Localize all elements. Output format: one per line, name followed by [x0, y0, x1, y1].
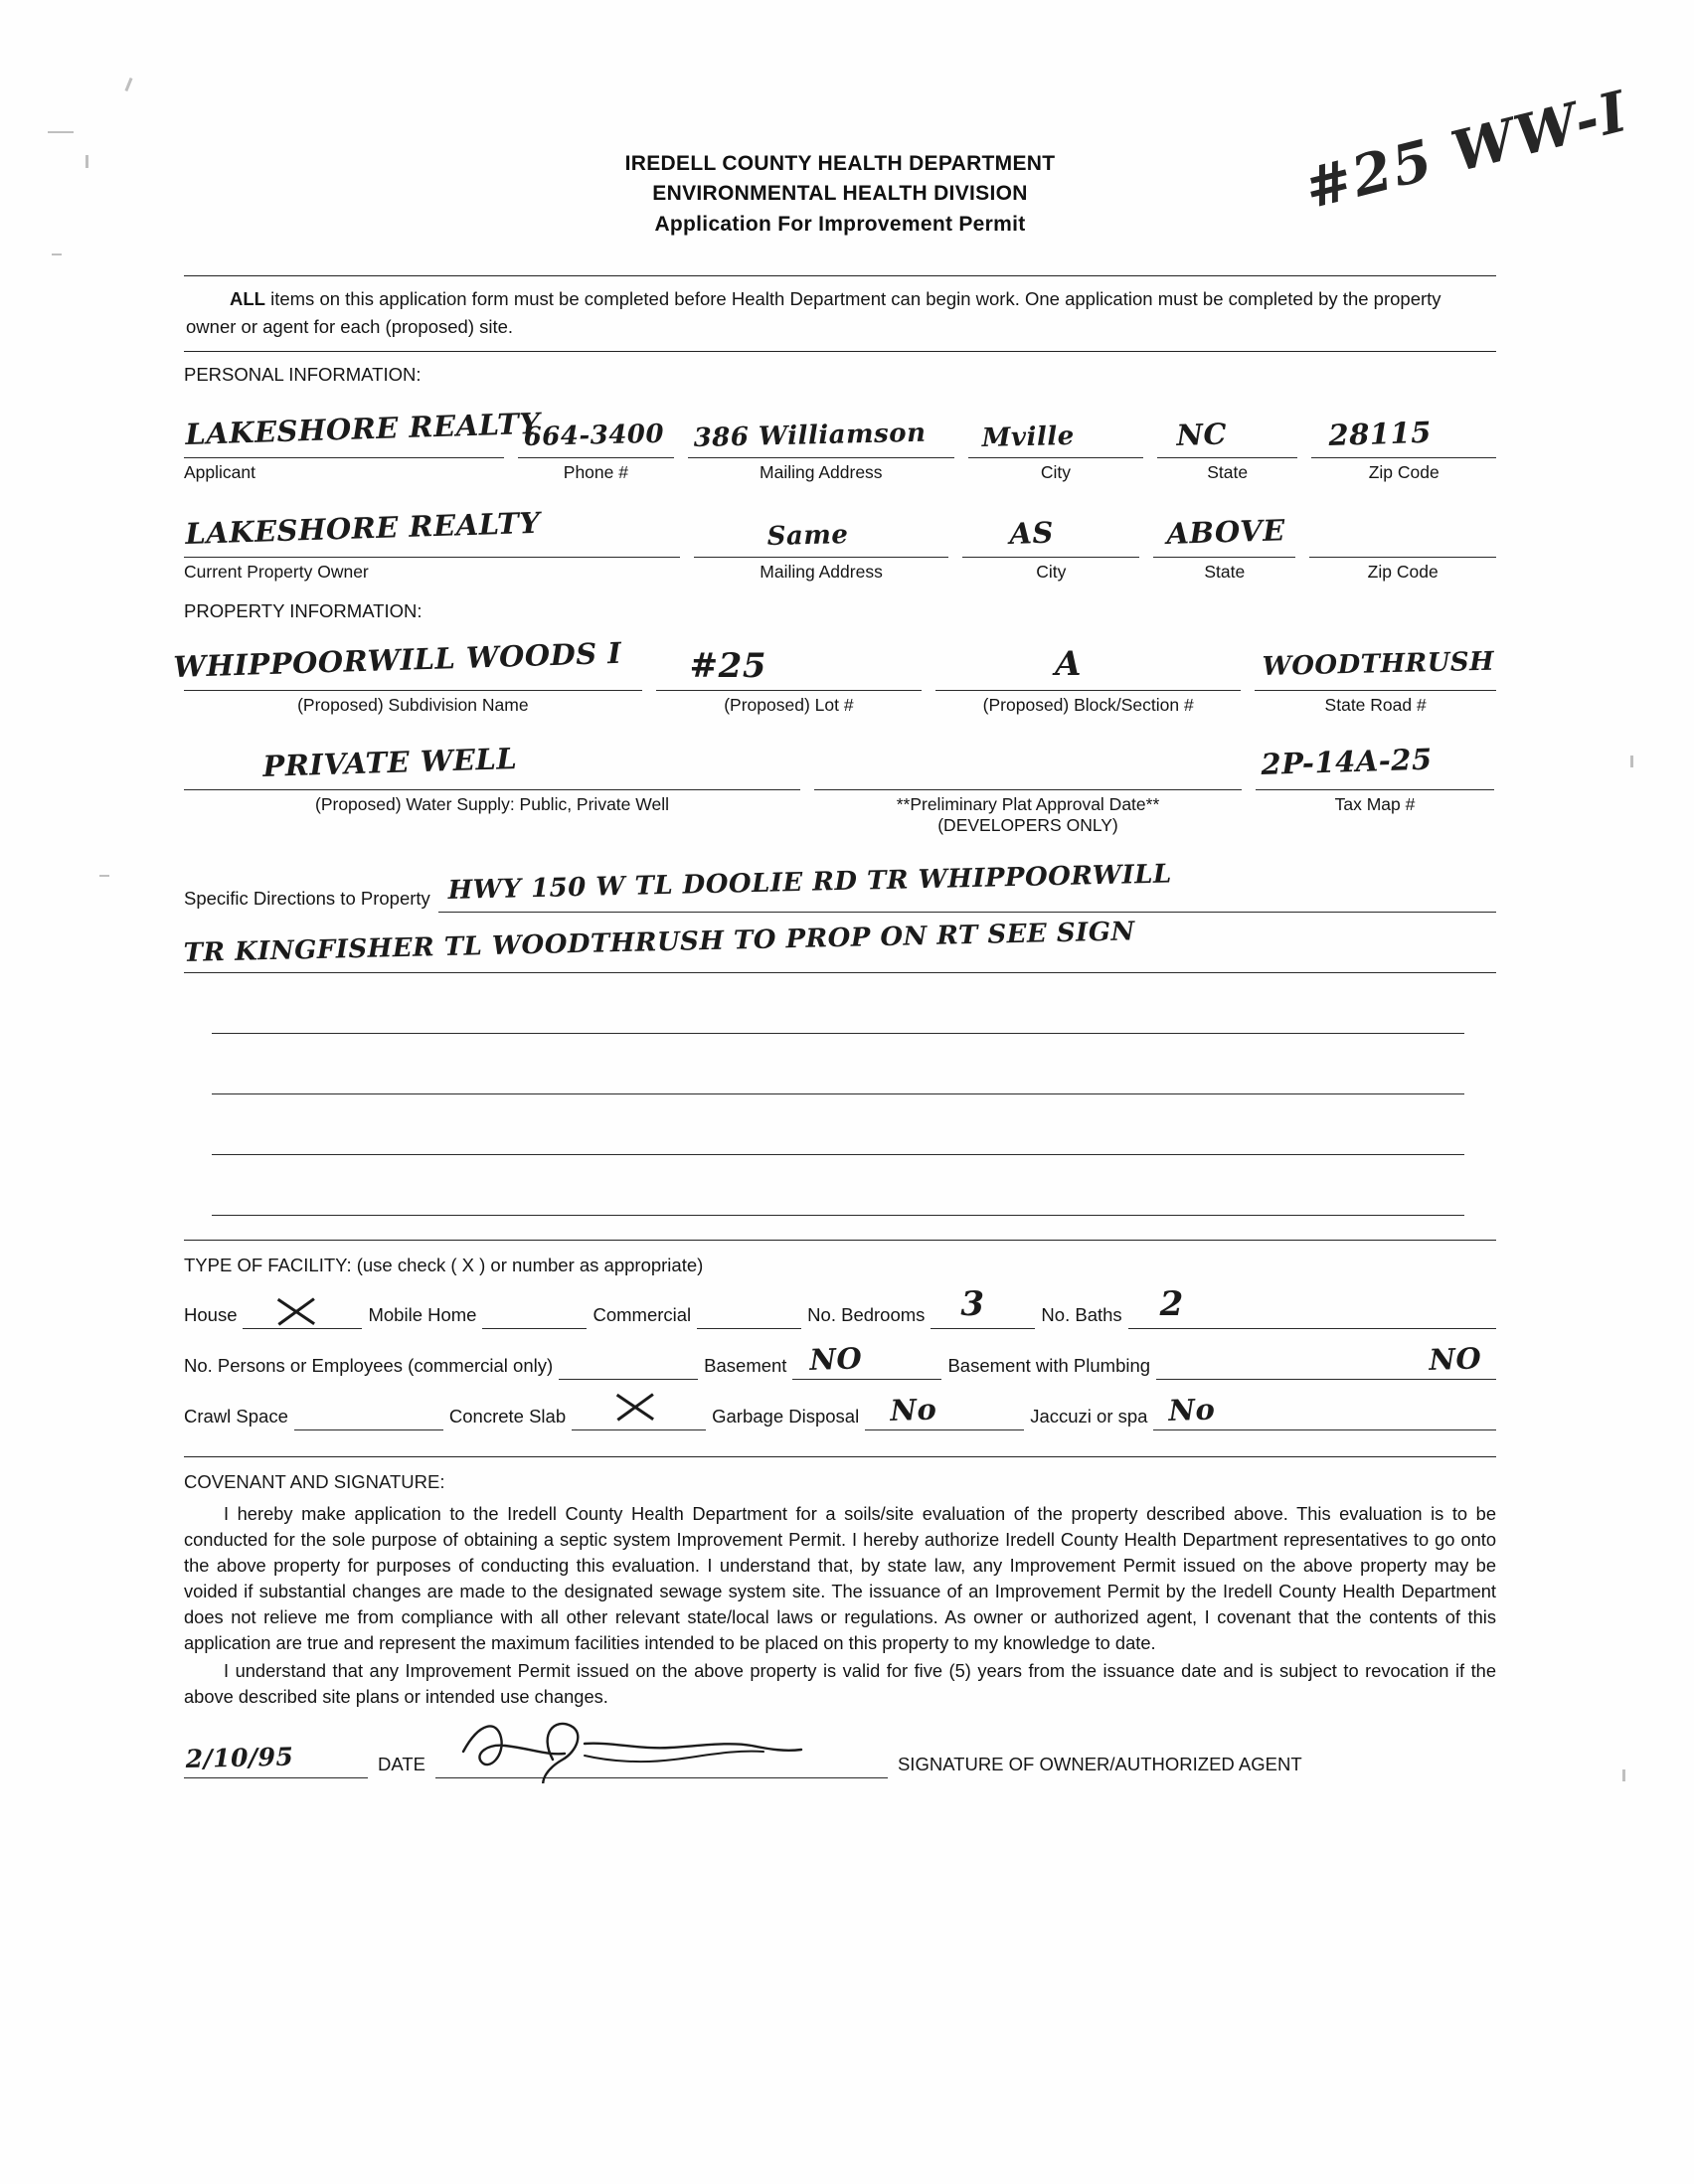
- instructions-text: items on this application form must be completed before Health Department can begin work. One application must be completed by the property owner or agent for each (proposed) site.: [186, 288, 1441, 338]
- instructions-emphasis: ALL: [230, 288, 265, 310]
- property-information-heading: PROPERTY INFORMATION:: [184, 599, 423, 621]
- garbage-disposal-label: Garbage Disposal: [712, 1405, 860, 1427]
- subdivision-caption: (Proposed) Subdivision Name: [297, 694, 529, 715]
- phone-caption: Phone #: [563, 461, 628, 482]
- mobile-home-field[interactable]: [482, 1294, 587, 1329]
- lot-number-caption: (Proposed) Lot #: [724, 694, 854, 715]
- commercial-label: Commercial: [593, 1303, 692, 1325]
- city-value: Mville: [981, 420, 1076, 453]
- city-caption: City: [1040, 461, 1072, 482]
- instructions-note: [184, 276, 1496, 351]
- garbage-disposal-value: No: [890, 1392, 938, 1428]
- subdivision-field[interactable]: [172, 635, 642, 691]
- house-field[interactable]: [243, 1294, 362, 1329]
- tax-map-field[interactable]: [1256, 742, 1494, 790]
- scan-speck: [1622, 1769, 1625, 1781]
- covenant-paragraph-2: I understand that any Improvement Permit issued on the above property is valid for five (5) years from the issuance date and is subject to revocation if the above described site plans or intended use changes.: [184, 1659, 1496, 1707]
- mailing-address-caption: Mailing Address: [760, 461, 883, 482]
- owner-city-field[interactable]: [962, 513, 1139, 558]
- scan-speck: [124, 78, 132, 91]
- house-checkmark: [274, 1290, 318, 1330]
- phone-field[interactable]: [518, 414, 673, 458]
- concrete-slab-field[interactable]: [572, 1396, 706, 1430]
- applicant-caption: Applicant: [184, 461, 255, 482]
- plat-approval-date-caption: [814, 790, 1242, 836]
- form-title: Application For Improvement Permit: [654, 212, 1026, 236]
- jaccuzi-value: No: [1168, 1392, 1217, 1428]
- plat-approval-date-caption-sub: (DEVELOPERS ONLY): [937, 814, 1118, 835]
- agency-name: IREDELL COUNTY HEALTH DEPARTMENT: [624, 152, 1056, 175]
- basement-value: NO: [809, 1341, 864, 1377]
- city-field[interactable]: [968, 414, 1143, 458]
- lot-number-value: #25: [689, 645, 766, 686]
- form-header: [184, 149, 1496, 240]
- state-caption: State: [1207, 461, 1249, 482]
- commercial-field[interactable]: [697, 1294, 801, 1329]
- mobile-home-label: Mobile Home: [368, 1303, 477, 1325]
- baths-label: No. Baths: [1041, 1303, 1122, 1325]
- owner-caption: Current Property Owner: [184, 561, 369, 582]
- signature-field[interactable]: [435, 1744, 888, 1778]
- owner-mailing-address-value: Same: [766, 519, 849, 552]
- handwritten-marker-note: #25 WW-I: [1298, 78, 1636, 223]
- directions-value-2: TR KINGFISHER TL WOODTHRUSH TO PROP ON RT SEE SIGN: [183, 917, 1136, 968]
- directions-row-1: [184, 859, 1496, 913]
- facility-line-1: [184, 1283, 1496, 1329]
- directions-field-6[interactable]: [212, 1171, 1464, 1216]
- mailing-address-value: 386 Williamson: [692, 418, 927, 453]
- owner-mailing-address-caption: Mailing Address: [760, 561, 883, 582]
- owner-state-field[interactable]: [1153, 513, 1295, 558]
- division-name: ENVIRONMENTAL HEALTH DIVISION: [652, 182, 1028, 206]
- date-label: DATE: [378, 1753, 425, 1774]
- owner-city-value: AS: [1009, 515, 1055, 551]
- lot-number-field[interactable]: [656, 646, 922, 691]
- owner-zip-caption: Zip Code: [1367, 561, 1439, 582]
- owner-city-caption: City: [1036, 561, 1067, 582]
- directions-field-4[interactable]: [212, 1050, 1464, 1094]
- jaccuzi-label: Jaccuzi or spa: [1030, 1405, 1148, 1427]
- owner-state-caption: State: [1204, 561, 1246, 582]
- subdivision-value: WHIPPOORWILL WOODS I: [172, 635, 622, 684]
- garbage-disposal-field[interactable]: [865, 1392, 1024, 1430]
- basement-field[interactable]: [792, 1341, 941, 1380]
- directions-value-1: HWY 150 W TL DOOLIE RD TR WHIPPOORWILL: [447, 859, 1172, 906]
- owner-field[interactable]: [184, 505, 680, 558]
- jaccuzi-field[interactable]: [1153, 1392, 1496, 1430]
- zip-field[interactable]: [1311, 414, 1496, 458]
- owner-value: LAKESHORE REALTY: [184, 505, 541, 551]
- block-section-value: A: [1055, 643, 1083, 684]
- covenant-heading: COVENANT AND SIGNATURE:: [184, 1470, 445, 1492]
- facility-heading: TYPE OF FACILITY: (use check ( X ) or number as appropriate): [184, 1254, 704, 1275]
- phone-value: 664-3400: [523, 419, 665, 452]
- bedrooms-label: No. Bedrooms: [807, 1303, 926, 1325]
- directions-field-5[interactable]: [212, 1110, 1464, 1155]
- basement-plumbing-label: Basement with Plumbing: [947, 1354, 1151, 1376]
- concrete-slab-label: Concrete Slab: [448, 1405, 567, 1427]
- block-section-caption: (Proposed) Block/Section #: [982, 694, 1194, 715]
- directions-field-2[interactable]: [183, 917, 1496, 973]
- water-supply-caption: (Proposed) Water Supply: Public, Private Well: [315, 793, 669, 814]
- mailing-address-field[interactable]: [688, 414, 955, 458]
- state-road-value: WOODTHRUSH: [1262, 646, 1495, 682]
- property-row-2: [184, 741, 1496, 836]
- tax-map-caption: Tax Map #: [1334, 793, 1416, 814]
- scan-speck: [99, 875, 109, 877]
- crawl-space-label: Crawl Space: [184, 1405, 288, 1427]
- scan-speck: [85, 155, 88, 168]
- bedrooms-field[interactable]: [931, 1283, 1035, 1329]
- block-section-field[interactable]: [935, 643, 1241, 691]
- personal-information-heading: PERSONAL INFORMATION:: [184, 363, 422, 385]
- directions-field-1[interactable]: [438, 859, 1496, 913]
- scan-speck: [48, 131, 74, 133]
- date-field[interactable]: [184, 1744, 368, 1778]
- basement-label: Basement: [704, 1354, 787, 1376]
- directions-field-3[interactable]: [212, 989, 1464, 1034]
- plat-approval-date-caption-main: **Preliminary Plat Approval Date**: [896, 793, 1160, 814]
- covenant-body: [184, 1501, 1496, 1710]
- owner-row: [184, 505, 1496, 583]
- state-field[interactable]: [1157, 414, 1298, 458]
- crawl-space-field[interactable]: [294, 1396, 443, 1430]
- property-row-1: [172, 635, 1496, 716]
- facility-line-2: [184, 1341, 1496, 1380]
- state-road-caption: State Road #: [1324, 694, 1427, 715]
- scan-speck: [1630, 756, 1633, 767]
- water-supply-field[interactable]: [184, 741, 800, 790]
- concrete-slab-checkmark: [613, 1386, 657, 1426]
- bedrooms-value: 3: [960, 1283, 985, 1324]
- tax-map-value: 2P-14A-25: [1260, 742, 1434, 781]
- state-value: NC: [1175, 417, 1228, 452]
- plat-approval-date-field[interactable]: [814, 746, 1242, 790]
- owner-zip-field[interactable]: [1309, 513, 1496, 558]
- water-supply-value: PRIVATE WELL: [261, 741, 518, 783]
- owner-state-value: ABOVE: [1166, 513, 1286, 551]
- applicant-value: LAKESHORE REALTY: [184, 406, 541, 451]
- state-road-field[interactable]: [1255, 646, 1496, 691]
- zip-value: 28115: [1328, 415, 1433, 452]
- persons-label: No. Persons or Employees (commercial only): [184, 1354, 554, 1376]
- form-body: [172, 149, 1496, 1778]
- owner-mailing-address-field[interactable]: [694, 513, 949, 558]
- basement-plumbing-value: NO: [1429, 1341, 1482, 1377]
- directions-label: Specific Directions to Property: [184, 887, 430, 909]
- signature-label: SIGNATURE OF OWNER/AUTHORIZED AGENT: [897, 1753, 1302, 1774]
- facility-line-3: [184, 1392, 1496, 1430]
- scan-speck: [52, 253, 62, 255]
- house-label: House: [184, 1303, 238, 1325]
- basement-plumbing-field[interactable]: [1156, 1341, 1496, 1380]
- applicant-field[interactable]: [184, 406, 541, 458]
- applicant-row: [184, 406, 1496, 483]
- signature-row: [184, 1744, 1496, 1778]
- baths-value: 2: [1159, 1283, 1184, 1324]
- persons-field[interactable]: [559, 1345, 698, 1380]
- date-value: 2/10/95: [185, 1742, 294, 1773]
- covenant-paragraph-1: I hereby make application to the Iredell County Health Department for a soils/site evaluation of the property described above. This evaluation is to be conducted for the sole purpose of obtaining a septic system Improvement Permit. I hereby authorize Iredell County Health Department representatives to go onto the above property for purposes of conducting this evaluation. I understand that, by state law, any Improvement Permit issued on the above property may be voided if substantial changes are made to the designated sewage system site. The issuance of an Improvement Permit by the Iredell County Health Department does not relieve me from compliance with all other relevant state/local laws or regulations. As owner or authorized agent, I covenant that the contents of this application are true and represent the maximum facilities intended to be placed on this property to my knowledge to date.: [184, 1502, 1496, 1653]
- baths-field[interactable]: [1128, 1283, 1496, 1329]
- zip-caption: Zip Code: [1368, 461, 1440, 482]
- signature-scribble: [435, 1704, 893, 1783]
